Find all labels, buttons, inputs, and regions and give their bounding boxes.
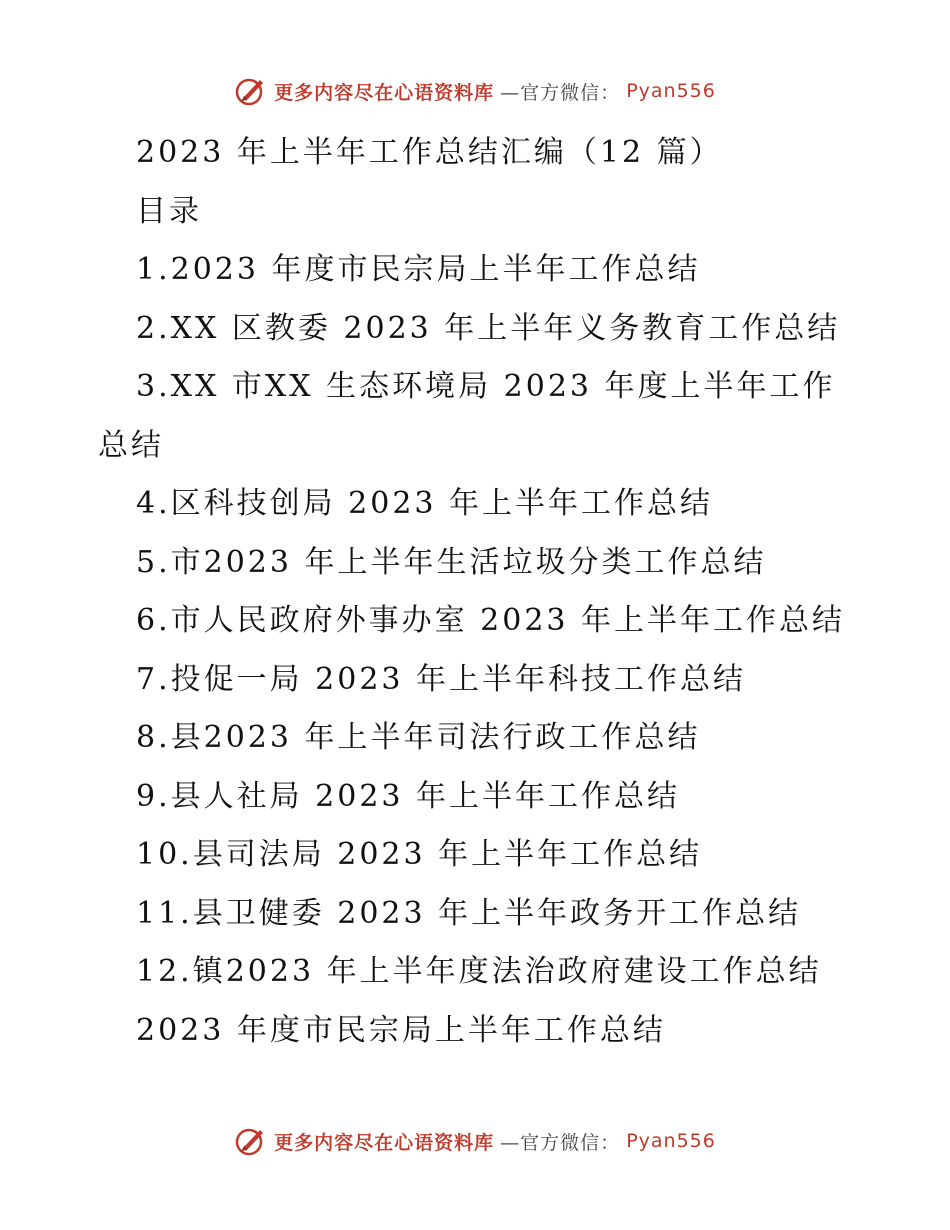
toc-item: 2.XX 区教委 2023 年上半年义务教育工作总结 (136, 310, 841, 346)
toc-item: 12.镇2023 年上半年度法治政府建设工作总结 (136, 954, 822, 989)
toc-item: 3.XX 市XX 生态环境局 2023 年度上半年工作总结 (98, 369, 836, 463)
banner-site-text: 更多内容尽在心语资料库 (274, 1131, 495, 1154)
toc-item: 4.区科技创局 2023 年上半年工作总结 (136, 486, 714, 521)
document-title: 2023 年上半年工作总结汇编（12 篇） (136, 135, 723, 170)
toc-item: 9.县人社局 2023 年上半年工作总结 (136, 778, 681, 814)
header-banner (0, 74, 950, 108)
banner-wechat-id: Pyan556 (626, 80, 716, 102)
document-body (98, 124, 868, 1060)
quill-pen-logo-icon (234, 74, 268, 108)
quill-pen-logo-icon (234, 1124, 268, 1158)
footer-banner (0, 1124, 950, 1158)
toc-heading: 目录 (136, 193, 202, 229)
toc-item: 1.2023 年度市民宗局上半年工作总结 (136, 252, 701, 287)
toc-item: 8.县2023 年上半年司法行政工作总结 (136, 720, 701, 755)
toc-item: 10.县司法局 2023 年上半年工作总结 (136, 837, 703, 872)
banner-label: —官方微信： (500, 81, 621, 104)
banner-label: —官方微信： (500, 1131, 621, 1154)
banner-wechat-id: Pyan556 (626, 1130, 716, 1152)
toc-item: 6.市人民政府外事办室 2023 年上半年工作总结 (136, 603, 846, 638)
toc-item: 11.县卫健委 2023 年上半年政务开工作总结 (136, 895, 802, 931)
toc-item: 5.市2023 年上半年生活垃圾分类工作总结 (136, 544, 767, 580)
toc-item: 7.投促一局 2023 年上半年科技工作总结 (136, 661, 747, 697)
banner-site-text: 更多内容尽在心语资料库 (274, 81, 495, 104)
section-heading: 2023 年度市民宗局上半年工作总结 (136, 1012, 666, 1048)
